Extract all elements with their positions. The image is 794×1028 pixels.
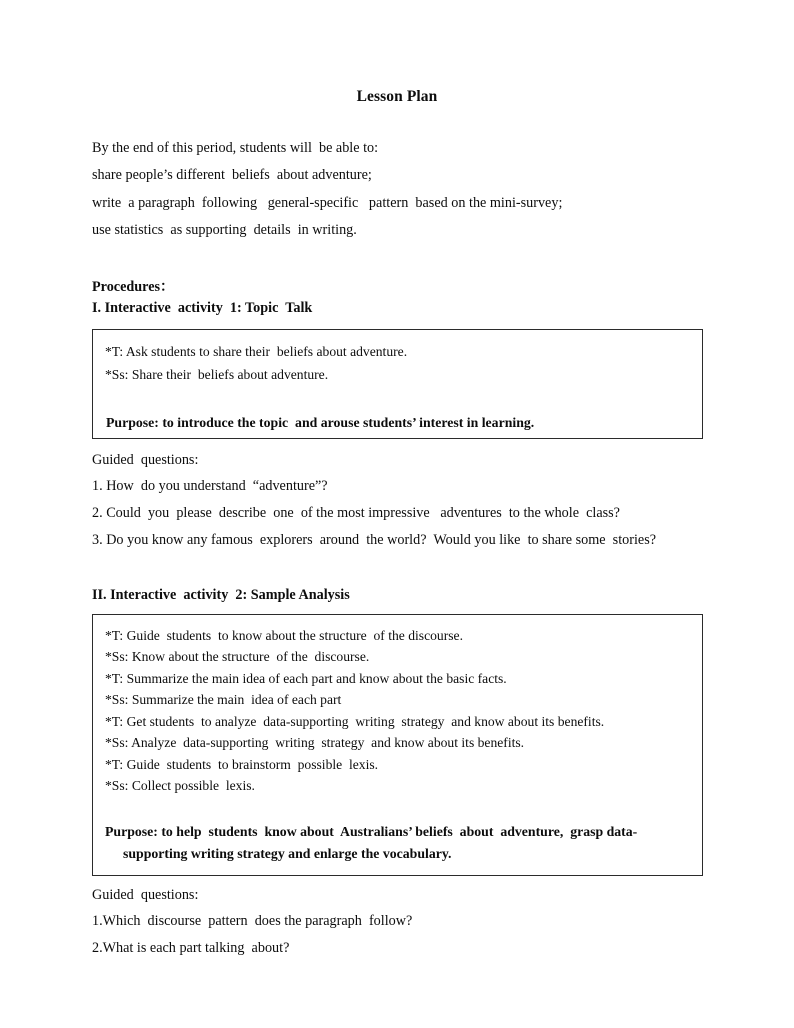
procedure-box-2 bbox=[92, 614, 703, 876]
purpose-statement: Purpose: to introduce the topic and arouse students’ interest in learning. bbox=[106, 414, 535, 430]
procedure-line: *T: Summarize the main idea of each part and know about the basic facts. bbox=[105, 670, 507, 686]
activity-heading-1: I. Interactive activity 1: Topic Talk bbox=[92, 299, 313, 316]
guided-question: 3. Do you know any famous explorers around the world? Would you like to share some stories? bbox=[92, 531, 657, 548]
guided-questions-label-1: Guided questions: bbox=[92, 451, 199, 468]
procedure-line: *T: Get students to analyze data-supporting writing strategy and know about its benefits. bbox=[105, 713, 605, 729]
guided-question: 2. Could you please describe one of the most impressive adventures to the whole class? bbox=[92, 504, 620, 521]
procedure-line: *Ss: Share their beliefs about adventure. bbox=[105, 366, 329, 382]
procedure-line: *Ss: Collect possible lexis. bbox=[105, 778, 255, 794]
activity-heading-2: II. Interactive activity 2: Sample Analysis bbox=[92, 586, 350, 603]
objective-line: share people’s different beliefs about adventure; bbox=[92, 167, 372, 184]
guided-question: 2.What is each part talking about? bbox=[92, 939, 290, 956]
guided-question: 1. How do you understand “adventure”? bbox=[92, 477, 328, 494]
procedure-box-1 bbox=[92, 329, 703, 439]
objective-line: By the end of this period, students will be able to: bbox=[92, 139, 379, 156]
procedure-line: *T: Ask students to share their beliefs about adventure. bbox=[105, 343, 408, 359]
document-content bbox=[92, 88, 702, 962]
procedures-label: Procedures： bbox=[92, 278, 175, 295]
objective-line: use statistics as supporting details in writing. bbox=[92, 222, 357, 239]
procedure-line: *T: Guide students to know about the structure of the discourse. bbox=[105, 627, 463, 643]
guided-question: 1.Which discourse pattern does the paragraph follow? bbox=[92, 912, 413, 929]
purpose-statement: Purpose: to help students know about Australians’ beliefs about adventure, grasp data-supporting writing strategy and enlarge the vocabulary. bbox=[105, 823, 638, 861]
procedure-line: *T: Guide students to brainstorm possible lexis. bbox=[105, 756, 379, 772]
objectives-block bbox=[92, 135, 702, 245]
procedure-line: *Ss: Analyze data-supporting writing strategy and know about its benefits. bbox=[105, 735, 525, 751]
objective-line: write a paragraph following general-specific pattern based on the mini-survey; bbox=[92, 194, 563, 211]
procedure-line: *Ss: Summarize the main idea of each part bbox=[105, 692, 342, 708]
procedure-line: *Ss: Know about the structure of the discourse. bbox=[105, 649, 370, 665]
guided-questions-label-2: Guided questions: bbox=[92, 886, 199, 903]
page-title: Lesson Plan bbox=[356, 88, 438, 105]
